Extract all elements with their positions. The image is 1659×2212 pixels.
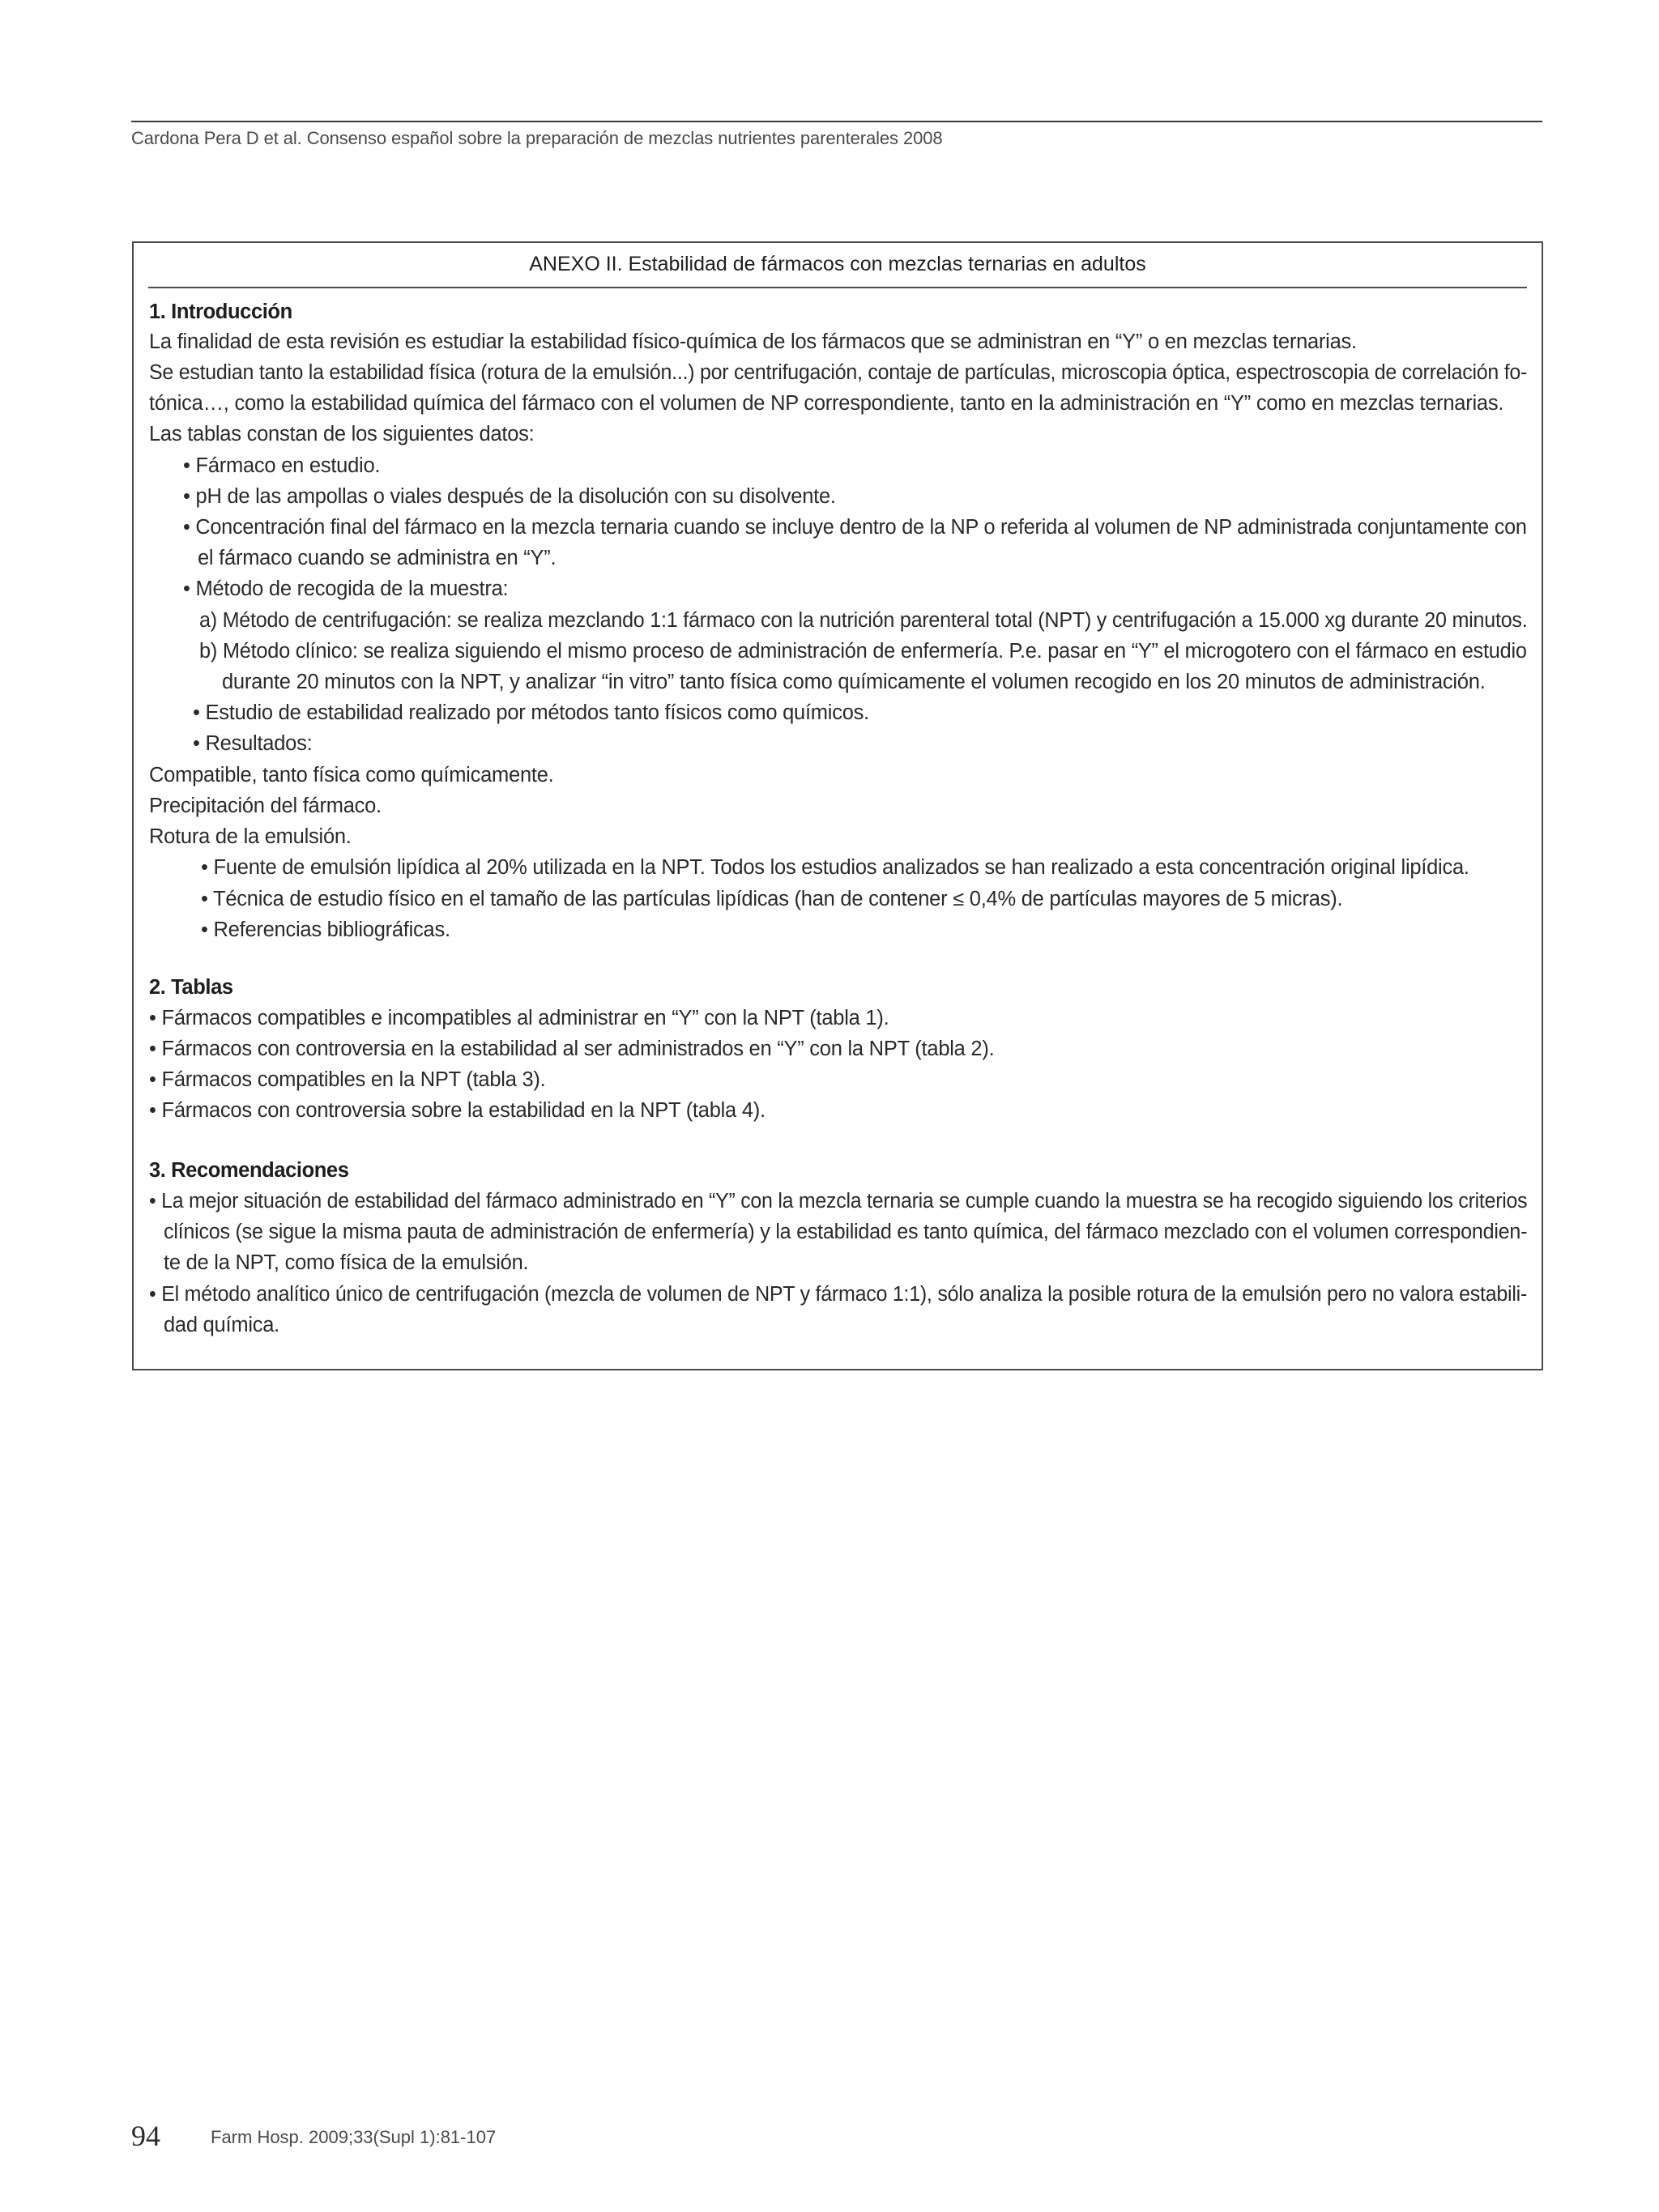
bullet-item: • Concentración final del fármaco en la mezcla ternaria cuando se incluye dentro de la NP o referida al volumen de NP administrada conjuntamente con (183, 516, 1527, 539)
bullet-item: • Fármacos compatibles e incompatibles al administrar en “Y” con la NPT (tabla 1). (149, 1007, 889, 1029)
body-line: tónica…, como la estabilidad química del fármaco con el volumen de NP correspondiente, tanto en la administración en “Y” como en mezclas ternarias. (149, 392, 1504, 415)
bullet-item: • Fármacos con controversia sobre la estabilidad en la NPT (tabla 4). (149, 1099, 766, 1122)
sub-item: a) Método de centrifugación: se realiza mezclando 1:1 fármaco con la nutrición parenteral total (NPT) y centrifugación a 15.000 xg durante 20 minutos. (199, 609, 1528, 632)
journal-reference: Farm Hosp. 2009;33(Supl 1):81-107 (211, 2127, 497, 2147)
bullet-item: • El método analítico único de centrifugación (mezcla de volumen de NPT y fármaco 1:1), sólo analiza la posible rotura de la emulsión pero no valora estabili- (149, 1283, 1528, 1306)
bullet-item: • La mejor situación de estabilidad del fármaco administrado en “Y” con la mezcla ternaria se cumple cuando la muestra se ha recogido siguiendo los criterios (149, 1190, 1528, 1213)
section-heading-introduccion: 1. Introducción (149, 300, 292, 323)
header-rule (131, 121, 1542, 122)
bullet-item: • Referencias bibliográficas. (201, 918, 450, 941)
sub-item-continuation: durante 20 minutos con la NPT, y analizar “in vitro” tanto física como químicamente el volumen recogido en los 20 minutos de administración. (222, 671, 1486, 693)
body-line: Precipitación del fármaco. (149, 795, 382, 817)
bullet-item: • Fármaco en estudio. (183, 454, 381, 477)
bullet-item: • pH de las ampollas o viales después de la disolución con su disolvente. (183, 485, 836, 508)
annex-box (132, 241, 1543, 1370)
sub-item: b) Método clínico: se realiza siguiendo el mismo proceso de administración de enfermería. P.e. pasar en “Y” el microgotero con el fármaco en estudio (199, 640, 1527, 663)
bullet-item: • Estudio de estabilidad realizado por métodos tanto físicos como químicos. (193, 701, 869, 724)
body-line: Se estudian tanto la estabilidad física (rotura de la emulsión...) por centrifugación, contaje de partículas, microscopia óptica, espectroscopia de correlación fo- (149, 361, 1528, 384)
bullet-item-continuation: dad química. (164, 1314, 280, 1336)
body-line: Las tablas constan de los siguientes datos: (149, 423, 535, 445)
bullet-item-continuation: el fármaco cuando se administra en “Y”. (198, 547, 557, 569)
bullet-item: • Técnica de estudio físico en el tamaño de las partículas lipídicas (han de contener ≤ 0,4% de partículas mayores de 5 micras). (201, 888, 1343, 910)
title-rule (148, 287, 1527, 288)
bullet-item: • Método de recogida de la muestra: (183, 578, 509, 600)
section-heading-recomendaciones: 3. Recomendaciones (149, 1159, 349, 1182)
body-line: Compatible, tanto física como químicamente. (149, 764, 554, 786)
body-line: Rotura de la emulsión. (149, 825, 352, 848)
bullet-item: • Fuente de emulsión lipídica al 20% utilizada en la NPT. Todos los estudios analizados se han realizado a esta concentración original lipídica. (201, 856, 1469, 879)
page-number: 94 (131, 2120, 160, 2152)
body-line: La finalidad de esta revisión es estudiar la estabilidad físico-química de los fármacos que se administran en “Y” o en mezclas ternarias. (149, 330, 1357, 353)
bullet-item-continuation: clínicos (se sigue la misma pauta de administración de enfermería) y la estabilidad es tanto química, del fármaco mezclado con el volumen correspondien- (164, 1221, 1528, 1243)
bullet-item: • Fármacos compatibles en la NPT (tabla 3). (149, 1068, 546, 1091)
bullet-item: • Fármacos con controversia en la estabilidad al ser administrados en “Y” con la NPT (tabla 2). (149, 1038, 995, 1060)
bullet-item-continuation: te de la NPT, como física de la emulsión. (164, 1251, 529, 1274)
section-heading-tablas: 2. Tablas (149, 976, 233, 999)
running-head: Cardona Pera D et al. Consenso español sobre la preparación de mezclas nutrientes parenterales 2008 (131, 128, 943, 148)
annex-title: ANEXO II. Estabilidad de fármacos con mezclas ternarias en adultos (529, 253, 1146, 275)
bullet-item: • Resultados: (193, 732, 313, 755)
